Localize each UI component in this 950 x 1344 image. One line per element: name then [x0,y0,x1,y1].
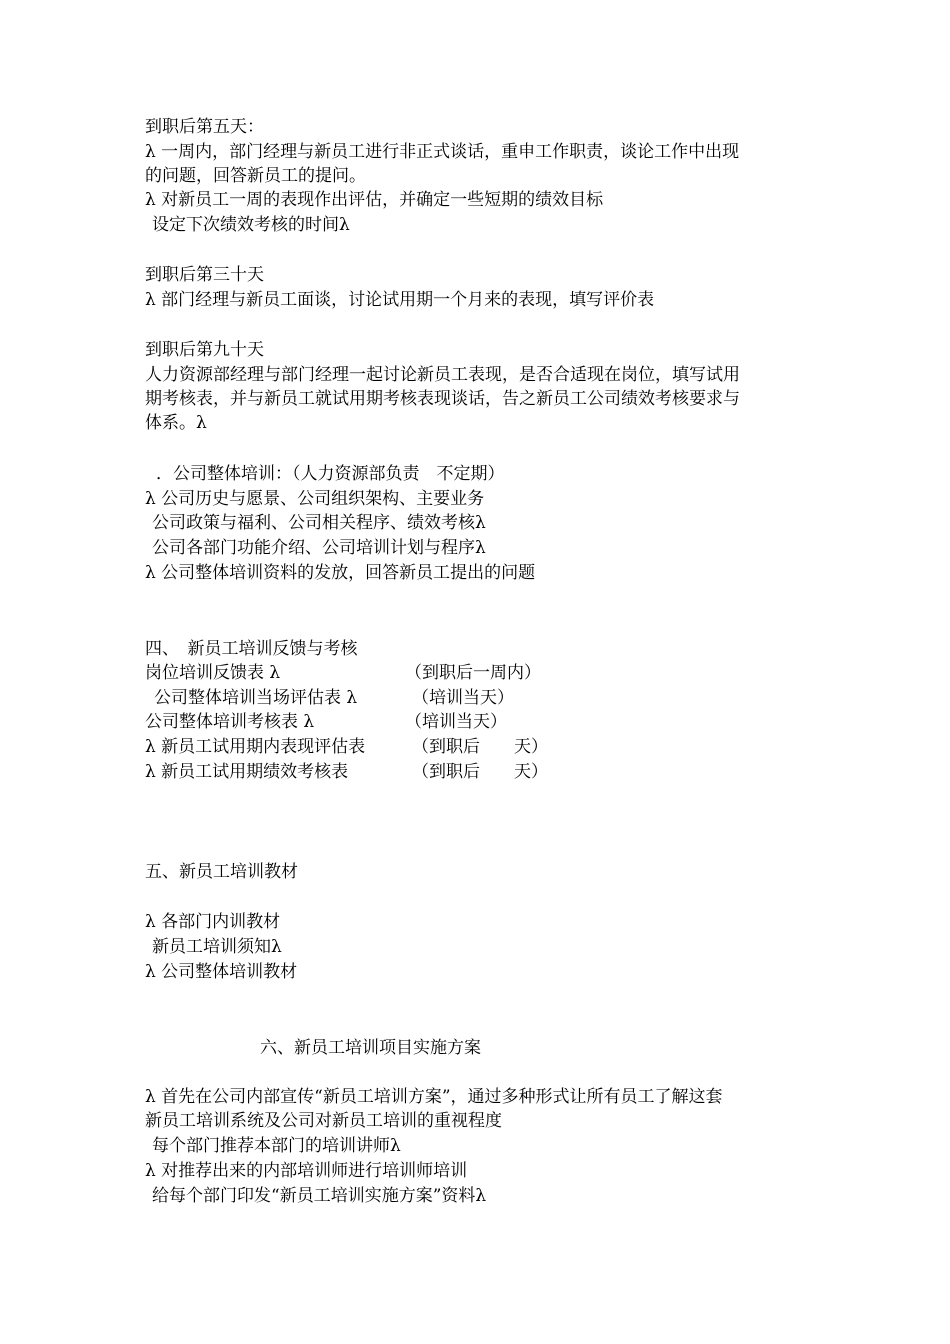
paragraph-line: λ 一周内，部门经理与新员工进行非正式谈话，重申工作职责，谈论工作中出现 [145,142,740,162]
paragraph-line: 人力资源部经理与部门经理一起讨论新员工表现，是否合适现在岗位，填写试用 [145,365,740,385]
paragraph-line: 每个部门推荐本部门的培训讲师λ [152,1136,401,1156]
feedback-item: 公司整体培训当场评估表 λ [154,688,358,708]
list-item: 新员工培训须知λ [152,937,282,957]
list-item: λ 各部门内训教材 [145,912,281,932]
paragraph-line: 新员工培训系统及公司对新员工培训的重视程度 [145,1111,502,1131]
paragraph-line: λ 对推荐出来的内部培训师进行培训师培训 [145,1161,468,1181]
feedback-item: 岗位培训反馈表 λ [145,663,281,683]
feedback-time: （到职后 天） [412,762,548,782]
paragraph-line: λ 对新员工一周的表现作出评估，并确定一些短期的绩效目标 [145,190,604,210]
feedback-time: （到职后 天） [412,737,548,757]
feedback-time: （到职后一周内） [405,663,541,683]
list-item: 公司各部门功能介绍、公司培训计划与程序λ [152,538,486,558]
feedback-item: 公司整体培训考核表 λ [145,712,315,732]
section-heading-company-training: ．公司整体培训：（人力资源部负责 不定期） [156,464,505,484]
feedback-item: λ 新员工试用期绩效考核表 [145,762,349,782]
section-heading-feedback: 四、 新员工培训反馈与考核 [145,639,358,659]
list-item: λ 公司历史与愿景、公司组织架构、主要业务 [145,489,485,509]
feedback-time: （培训当天） [405,712,507,732]
section-heading-implementation: 六、新员工培训项目实施方案 [260,1038,481,1058]
list-item: λ 公司整体培训教材 [145,962,298,982]
paragraph-line: λ 部门经理与新员工面谈，讨论试用期一个月来的表现，填写评价表 [145,290,655,310]
paragraph-line: 给每个部门印发“新员工培训实施方案”资料λ [152,1186,487,1206]
section-heading-day30: 到职后第三十天 [145,265,264,285]
paragraph-line: λ 首先在公司内部宣传“新员工培训方案”，通过多种形式让所有员工了解这套 [145,1087,723,1107]
section-heading-materials: 五、新员工培训教材 [145,862,298,882]
feedback-time: （培训当天） [412,688,514,708]
list-item: λ 公司整体培训资料的发放，回答新员工提出的问题 [145,563,536,583]
paragraph-line: 期考核表，并与新员工就试用期考核表现谈话，告之新员工公司绩效考核要求与 [145,389,740,409]
feedback-item: λ 新员工试用期内表现评估表 [145,737,366,757]
list-item: 公司政策与福利、公司相关程序、绩效考核λ [152,513,486,533]
section-heading-day90: 到职后第九十天 [145,340,264,360]
paragraph-line: 的问题，回答新员工的提问。 [145,166,366,186]
section-heading-day5: 到职后第五天： [145,117,264,137]
paragraph-line: 设定下次绩效考核的时间λ [152,215,350,235]
paragraph-line: 体系。λ [145,413,207,433]
